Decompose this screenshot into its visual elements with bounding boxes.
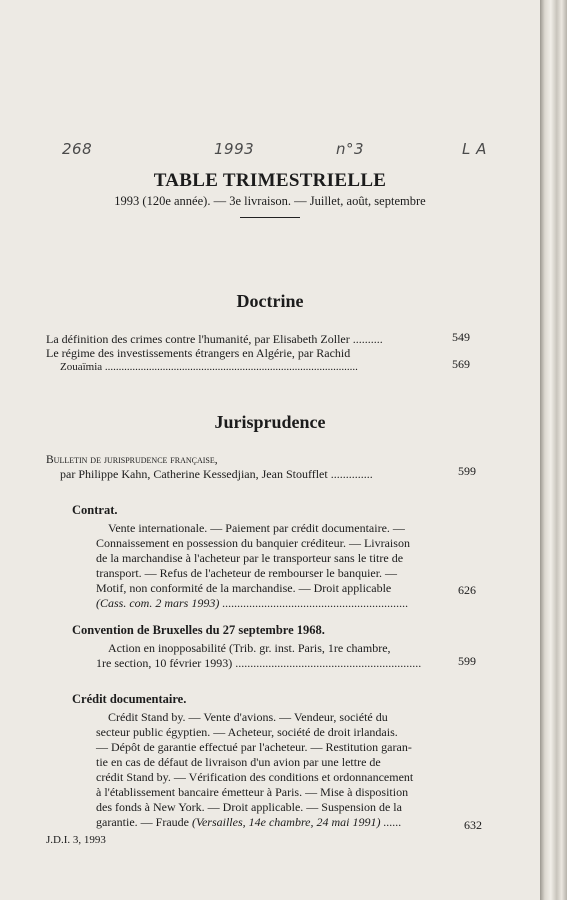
toc-entry: [46, 332, 440, 346]
summary-line: Connaissement en possession du banquier créditeur. — Livraison: [96, 536, 410, 550]
toc-page-number: 549: [452, 330, 470, 344]
toc-page-number: 599: [458, 654, 476, 668]
toc-page-number: 632: [464, 818, 482, 832]
summary-line: à l'établissement bancaire émetteur à Paris. — Mise à disposition: [96, 785, 409, 799]
summary-line: Motif, non conformité de la marchandise. — Droit applicable: [96, 581, 392, 595]
summary-line: — Dépôt de garantie effectué par l'acheteur. — Restitution garan-: [96, 740, 412, 754]
title-rule: [240, 217, 300, 218]
book-page-edge: [540, 0, 567, 900]
toc-entry-text: Le régime des investissements étrangers en Algérie, par Rachid: [46, 346, 351, 360]
summary-line: (Cass. com. 2 mars 1993) ..............................................................: [96, 596, 409, 610]
case-summary: [96, 710, 448, 830]
toc-page-number: 599: [458, 464, 476, 478]
summary-line: secteur public égyptien. — Acheteur, société de droit irlandais.: [96, 725, 398, 739]
summary-line: Crédit Stand by. — Vente d'avions. — Vendeur, société du: [108, 710, 388, 724]
case-summary: [96, 521, 448, 611]
summary-line: tie en cas de défaut de livraison d'un avion par une lettre de: [96, 755, 381, 769]
summary-line: transport. — Refus de l'acheteur de rembourser le banquier. —: [96, 566, 398, 580]
handwritten-annotation: 1993: [214, 140, 255, 158]
toc-entry-text: par Philippe Kahn, Catherine Kessedjian, Jean Stoufflet ..............: [60, 467, 373, 481]
page-footer: J.D.I. 3, 1993: [46, 834, 106, 846]
summary-line: des fonds à New York. — Droit applicable. — Suspension de la: [96, 800, 402, 814]
page-title: TABLE TRIMESTRIELLE: [153, 170, 387, 191]
toc-page-number: 569: [452, 357, 470, 371]
subsection-heading: Contrat.: [72, 503, 118, 517]
summary-line: Action en inopposabilité (Trib. gr. inst. Paris, 1re chambre,: [108, 641, 391, 655]
summary-line: [96, 815, 448, 830]
handwritten-annotation: L A: [462, 140, 487, 158]
toc-entry-text: Zouaïmia ............................................................................................: [60, 361, 358, 373]
toc-entry-text: La définition des crimes contre l'humanité, par Elisabeth Zoller ..........: [46, 332, 383, 346]
summary-citation: (Versailles, 14e chambre, 24 mai 1991) ......: [191, 815, 402, 829]
summary-line: crédit Stand by. — Vérification des conditions et ordonnancement: [96, 770, 414, 784]
toc-entry-text: Bulletin de jurisprudence française,: [46, 454, 218, 466]
subsection-heading: Convention de Bruxelles du 27 septembre 1968.: [72, 623, 325, 637]
summary-line: 1re section, 10 février 1993) ..............................................................: [96, 656, 422, 670]
summary-line: Vente internationale. — Paiement par crédit documentaire. —: [108, 521, 405, 535]
toc-entry: [46, 346, 440, 374]
summary-text: garantie. — Fraude: [96, 815, 192, 829]
handwritten-annotation: n°3: [336, 140, 365, 158]
section-heading-jurisprudence: Jurisprudence: [214, 412, 326, 432]
toc-page-number: 626: [458, 583, 476, 597]
section-heading-doctrine: Doctrine: [236, 291, 304, 311]
summary-line: de la marchandise à l'acheteur par le transporteur sans le titre de: [96, 551, 404, 565]
case-summary: [96, 641, 448, 671]
handwritten-annotation: 268: [62, 140, 93, 158]
subsection-heading: Crédit documentaire.: [72, 692, 187, 706]
page-subtitle: 1993 (120e année). — 3e livraison. — Juillet, août, septembre: [114, 194, 426, 208]
toc-entry: [46, 453, 444, 481]
